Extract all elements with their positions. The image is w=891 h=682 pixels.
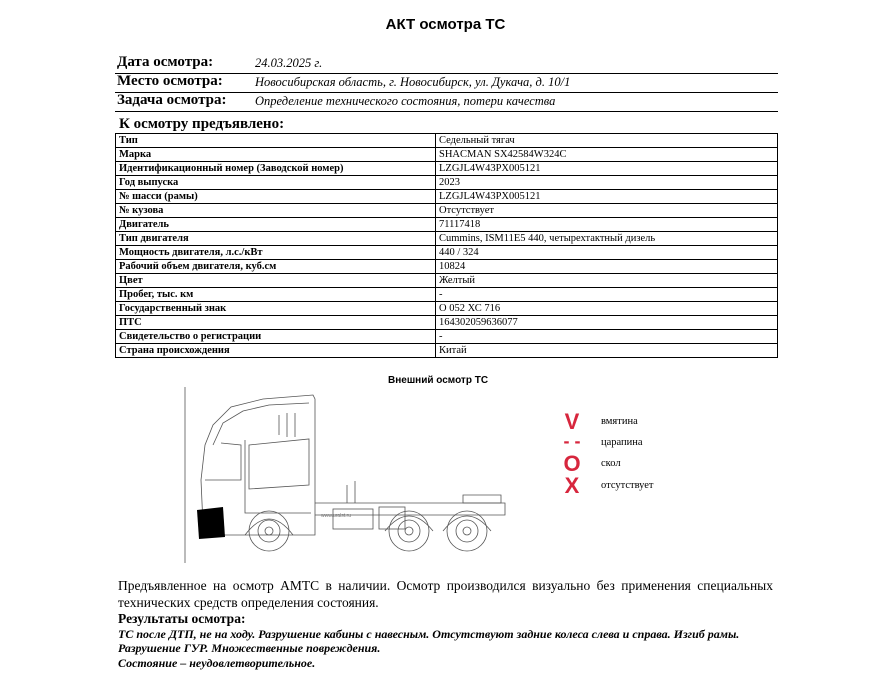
spec-key: Идентификационный номер (Заводской номер) [116,162,436,176]
vehicle-spec-table [115,133,778,358]
chip-symbol-icon: O [563,451,581,476]
spec-value: Cummins, ISM11E5 440, четырехтактный дизель [436,232,778,246]
rear-wheel-1 [389,511,429,551]
inspection-date-value: 24.03.2025 г. [255,56,323,70]
document-title: АКТ осмотра ТС [385,16,506,33]
spec-value: SHACMAN SX42584W324C [436,148,778,162]
scratch-symbol-icon: - - [563,431,581,451]
spec-row [116,260,778,274]
spec-key: Цвет [116,274,436,288]
results-text: ТС после ДТП, не на ходу. Разрушение кабины с навесным. Отсутствуют задние колеса слева и справа. Изгиб рамы. Разрушение ГУР. Множественные повреждения. [118,627,740,655]
legend-label-missing: отсутствует [601,480,654,491]
missing-symbol-icon: X [564,473,580,498]
presented-heading: К осмотру предъявлено: [119,116,285,132]
truck-diagram [183,385,510,565]
legend-label-chip: скол [601,458,621,469]
spec-key: Тип [116,134,436,148]
spec-value: Желтый [436,274,778,288]
spec-row [116,330,778,344]
inspection-place-label: Место осмотра: [117,73,223,89]
cab-door [245,440,311,513]
spec-value: 10824 [436,260,778,274]
legend-item-dent [560,409,700,434]
legend-label-scratch: царапина [601,437,643,448]
legend-item-scratch [560,433,700,453]
damage-marker [197,507,225,539]
spec-value: - [436,330,778,344]
spec-row [116,162,778,176]
diagram-watermark: www.uralst.ru [321,513,352,519]
cab-side-window [249,439,309,489]
spec-row [116,134,778,148]
spec-key: Тип двигателя [116,232,436,246]
spec-row [116,204,778,218]
spec-row [116,218,778,232]
spec-value: LZGJL4W43PX005121 [436,190,778,204]
spec-key: Страна происхождения [116,344,436,358]
spec-value: О 052 ХС 716 [436,302,778,316]
inspection-note: Предъявленное на осмотр АМТС в наличии. Осмотр производился визуально без применения специальных технических средств определения состояния. [118,578,773,610]
spec-key: Государственный знак [116,302,436,316]
spec-key: Свидетельство о регистрации [116,330,436,344]
spec-row [116,288,778,302]
spec-row [116,302,778,316]
rear-wheel-2 [447,511,487,551]
spec-key: Рабочий объем двигателя, куб.см [116,260,436,274]
legend-label-dent: вмятина [601,416,638,427]
spec-key: ПТС [116,316,436,330]
spec-row [116,148,778,162]
spec-row [116,176,778,190]
spec-value: LZGJL4W43PX005121 [436,162,778,176]
spec-key: Марка [116,148,436,162]
spec-key: № шасси (рамы) [116,190,436,204]
spec-key: Мощность двигателя, л.с./кВт [116,246,436,260]
spec-key: Двигатель [116,218,436,232]
spec-key: № кузова [116,204,436,218]
spec-row [116,344,778,358]
dent-symbol-icon: V [564,409,580,434]
spec-value: 2023 [436,176,778,190]
front-wheel [249,511,289,551]
legend-item-missing [560,473,700,498]
spec-value: 440 / 324 [436,246,778,260]
inspection-date-row [115,54,778,74]
spec-row [116,246,778,260]
fifth-wheel [463,495,501,503]
spec-value: - [436,288,778,302]
spec-row [116,316,778,330]
spec-value: Китай [436,344,778,358]
spec-value: Отсутствует [436,204,778,218]
exterior-inspection-title: Внешний осмотр ТС [388,375,489,386]
legend-item-chip [560,451,700,476]
inspection-place-row [115,73,778,93]
spec-value: Седельный тягач [436,134,778,148]
cab-window [205,443,241,480]
spec-key: Год выпуска [116,176,436,190]
spec-row [116,190,778,204]
spec-key: Пробег, тыс. км [116,288,436,302]
fuel-tank [333,509,373,529]
inspection-place-value: Новосибирская область, г. Новосибирск, ул. Дукача, д. 10/1 [255,75,571,89]
spec-row [116,232,778,246]
inspection-task-row [115,92,778,112]
spec-value: 71117418 [436,218,778,232]
inspection-task-label: Задача осмотра: [117,92,227,108]
inspection-date-label: Дата осмотра: [117,54,214,70]
results-heading: Результаты осмотра: [118,611,246,626]
inspection-task-value: Определение технического состояния, потери качества [255,94,556,108]
condition-text: Состояние – неудовлетворительное. [118,656,316,670]
spec-row [116,274,778,288]
spec-value: 164302059636077 [436,316,778,330]
